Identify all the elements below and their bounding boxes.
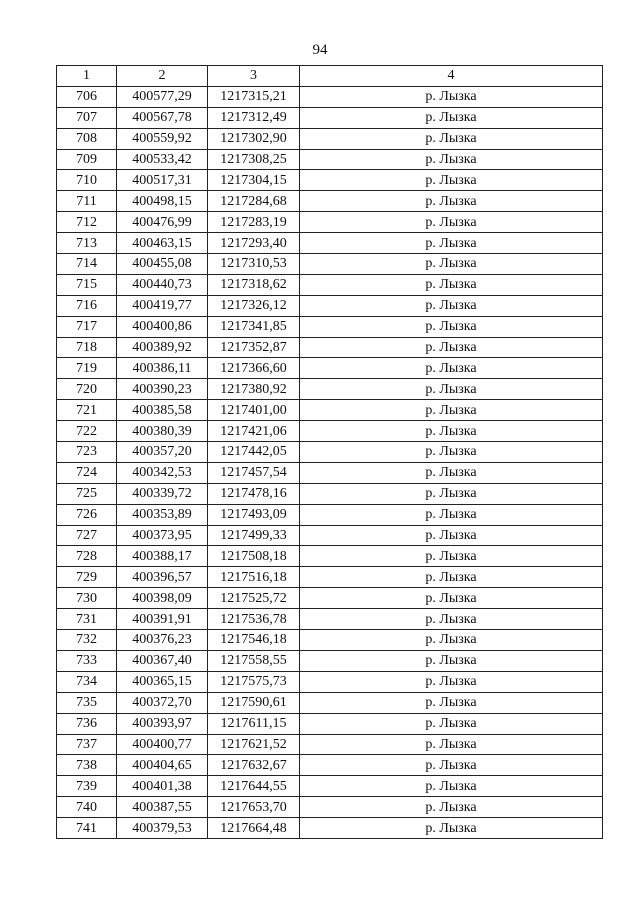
table-row — [57, 149, 603, 170]
y-coordinate-cell: 1217516,18 — [208, 567, 300, 588]
y-coordinate-cell: 1217664,48 — [208, 818, 300, 839]
x-coordinate-cell: 400385,58 — [117, 400, 208, 421]
x-coordinate-cell: 400367,40 — [117, 650, 208, 671]
y-coordinate-cell: 1217546,18 — [208, 630, 300, 651]
table-row — [57, 630, 603, 651]
point-number-cell: 730 — [57, 588, 117, 609]
table-row — [57, 525, 603, 546]
y-coordinate-cell: 1217366,60 — [208, 358, 300, 379]
point-number-cell: 729 — [57, 567, 117, 588]
description-cell: р. Лызка — [300, 650, 603, 671]
table-row — [57, 295, 603, 316]
table-header — [57, 66, 603, 87]
description-cell: р. Лызка — [300, 295, 603, 316]
point-number-cell: 740 — [57, 797, 117, 818]
table-row — [57, 358, 603, 379]
x-coordinate-cell: 400373,95 — [117, 525, 208, 546]
description-cell: р. Лызка — [300, 609, 603, 630]
x-coordinate-cell: 400376,23 — [117, 630, 208, 651]
description-cell: р. Лызка — [300, 316, 603, 337]
description-cell: р. Лызка — [300, 400, 603, 421]
table-row — [57, 254, 603, 275]
table-row — [57, 107, 603, 128]
table-row — [57, 776, 603, 797]
description-cell: р. Лызка — [300, 630, 603, 651]
description-cell: р. Лызка — [300, 567, 603, 588]
y-coordinate-cell: 1217293,40 — [208, 233, 300, 254]
x-coordinate-cell: 400400,77 — [117, 734, 208, 755]
table-row — [57, 86, 603, 107]
table-row — [57, 274, 603, 295]
y-coordinate-cell: 1217611,15 — [208, 713, 300, 734]
x-coordinate-cell: 400388,17 — [117, 546, 208, 567]
x-coordinate-cell: 400577,29 — [117, 86, 208, 107]
table-row — [57, 128, 603, 149]
x-coordinate-cell: 400498,15 — [117, 191, 208, 212]
point-number-cell: 721 — [57, 400, 117, 421]
x-coordinate-cell: 400342,53 — [117, 462, 208, 483]
y-coordinate-cell: 1217558,55 — [208, 650, 300, 671]
header-cell-2: 2 — [117, 66, 208, 87]
table-row — [57, 734, 603, 755]
point-number-cell: 719 — [57, 358, 117, 379]
x-coordinate-cell: 400386,11 — [117, 358, 208, 379]
y-coordinate-cell: 1217457,54 — [208, 462, 300, 483]
point-number-cell: 714 — [57, 254, 117, 275]
coordinates-table — [56, 65, 603, 839]
x-coordinate-cell: 400455,08 — [117, 254, 208, 275]
point-number-cell: 707 — [57, 107, 117, 128]
y-coordinate-cell: 1217442,05 — [208, 442, 300, 463]
point-number-cell: 738 — [57, 755, 117, 776]
description-cell: р. Лызка — [300, 713, 603, 734]
table-row — [57, 692, 603, 713]
x-coordinate-cell: 400517,31 — [117, 170, 208, 191]
x-coordinate-cell: 400389,92 — [117, 337, 208, 358]
table-row — [57, 462, 603, 483]
point-number-cell: 727 — [57, 525, 117, 546]
y-coordinate-cell: 1217380,92 — [208, 379, 300, 400]
y-coordinate-cell: 1217341,85 — [208, 316, 300, 337]
description-cell: р. Лызка — [300, 337, 603, 358]
x-coordinate-cell: 400440,73 — [117, 274, 208, 295]
x-coordinate-cell: 400379,53 — [117, 818, 208, 839]
table-row — [57, 818, 603, 839]
point-number-cell: 712 — [57, 212, 117, 233]
description-cell: р. Лызка — [300, 191, 603, 212]
description-cell: р. Лызка — [300, 734, 603, 755]
y-coordinate-cell: 1217326,12 — [208, 295, 300, 316]
x-coordinate-cell: 400353,89 — [117, 504, 208, 525]
y-coordinate-cell: 1217575,73 — [208, 671, 300, 692]
x-coordinate-cell: 400339,72 — [117, 483, 208, 504]
description-cell: р. Лызка — [300, 504, 603, 525]
table-row — [57, 483, 603, 504]
description-cell: р. Лызка — [300, 588, 603, 609]
x-coordinate-cell: 400559,92 — [117, 128, 208, 149]
table-row — [57, 588, 603, 609]
y-coordinate-cell: 1217315,21 — [208, 86, 300, 107]
description-cell: р. Лызка — [300, 692, 603, 713]
description-cell: р. Лызка — [300, 86, 603, 107]
x-coordinate-cell: 400365,15 — [117, 671, 208, 692]
point-number-cell: 731 — [57, 609, 117, 630]
point-number-cell: 725 — [57, 483, 117, 504]
table-row — [57, 337, 603, 358]
table-row — [57, 212, 603, 233]
description-cell: р. Лызка — [300, 671, 603, 692]
x-coordinate-cell: 400372,70 — [117, 692, 208, 713]
table-body — [57, 86, 603, 838]
y-coordinate-cell: 1217318,62 — [208, 274, 300, 295]
point-number-cell: 724 — [57, 462, 117, 483]
table-row — [57, 400, 603, 421]
y-coordinate-cell: 1217308,25 — [208, 149, 300, 170]
point-number-cell: 713 — [57, 233, 117, 254]
header-cell-3: 3 — [208, 66, 300, 87]
y-coordinate-cell: 1217401,00 — [208, 400, 300, 421]
y-coordinate-cell: 1217644,55 — [208, 776, 300, 797]
table-row — [57, 609, 603, 630]
point-number-cell: 708 — [57, 128, 117, 149]
description-cell: р. Лызка — [300, 212, 603, 233]
description-cell: р. Лызка — [300, 776, 603, 797]
point-number-cell: 723 — [57, 442, 117, 463]
y-coordinate-cell: 1217621,52 — [208, 734, 300, 755]
table-row — [57, 442, 603, 463]
description-cell: р. Лызка — [300, 483, 603, 504]
y-coordinate-cell: 1217310,53 — [208, 254, 300, 275]
description-cell: р. Лызка — [300, 755, 603, 776]
description-cell: р. Лызка — [300, 128, 603, 149]
y-coordinate-cell: 1217352,87 — [208, 337, 300, 358]
description-cell: р. Лызка — [300, 462, 603, 483]
point-number-cell: 733 — [57, 650, 117, 671]
page-number: 94 — [312, 42, 328, 58]
table-row — [57, 233, 603, 254]
description-cell: р. Лызка — [300, 421, 603, 442]
y-coordinate-cell: 1217421,06 — [208, 421, 300, 442]
x-coordinate-cell: 400393,97 — [117, 713, 208, 734]
y-coordinate-cell: 1217525,72 — [208, 588, 300, 609]
y-coordinate-cell: 1217493,09 — [208, 504, 300, 525]
point-number-cell: 706 — [57, 86, 117, 107]
description-cell: р. Лызка — [300, 818, 603, 839]
table-row — [57, 421, 603, 442]
x-coordinate-cell: 400396,57 — [117, 567, 208, 588]
x-coordinate-cell: 400380,39 — [117, 421, 208, 442]
header-row — [57, 66, 603, 87]
table-row — [57, 546, 603, 567]
x-coordinate-cell: 400401,38 — [117, 776, 208, 797]
x-coordinate-cell: 400419,77 — [117, 295, 208, 316]
y-coordinate-cell: 1217653,70 — [208, 797, 300, 818]
point-number-cell: 737 — [57, 734, 117, 755]
x-coordinate-cell: 400567,78 — [117, 107, 208, 128]
description-cell: р. Лызка — [300, 379, 603, 400]
x-coordinate-cell: 400357,20 — [117, 442, 208, 463]
x-coordinate-cell: 400387,55 — [117, 797, 208, 818]
x-coordinate-cell: 400476,99 — [117, 212, 208, 233]
point-number-cell: 720 — [57, 379, 117, 400]
y-coordinate-cell: 1217302,90 — [208, 128, 300, 149]
x-coordinate-cell: 400391,91 — [117, 609, 208, 630]
y-coordinate-cell: 1217283,19 — [208, 212, 300, 233]
description-cell: р. Лызка — [300, 442, 603, 463]
table-row — [57, 650, 603, 671]
description-cell: р. Лызка — [300, 525, 603, 546]
table-row — [57, 755, 603, 776]
point-number-cell: 717 — [57, 316, 117, 337]
description-cell: р. Лызка — [300, 358, 603, 379]
description-cell: р. Лызка — [300, 170, 603, 191]
description-cell: р. Лызка — [300, 797, 603, 818]
y-coordinate-cell: 1217590,61 — [208, 692, 300, 713]
y-coordinate-cell: 1217284,68 — [208, 191, 300, 212]
x-coordinate-cell: 400400,86 — [117, 316, 208, 337]
point-number-cell: 736 — [57, 713, 117, 734]
table-row — [57, 713, 603, 734]
point-number-cell: 726 — [57, 504, 117, 525]
description-cell: р. Лызка — [300, 254, 603, 275]
table-row — [57, 504, 603, 525]
point-number-cell: 710 — [57, 170, 117, 191]
table-row — [57, 379, 603, 400]
header-cell-4: 4 — [300, 66, 603, 87]
point-number-cell: 735 — [57, 692, 117, 713]
y-coordinate-cell: 1217499,33 — [208, 525, 300, 546]
point-number-cell: 716 — [57, 295, 117, 316]
table-row — [57, 191, 603, 212]
table-row — [57, 170, 603, 191]
x-coordinate-cell: 400398,09 — [117, 588, 208, 609]
point-number-cell: 728 — [57, 546, 117, 567]
table-row — [57, 316, 603, 337]
x-coordinate-cell: 400404,65 — [117, 755, 208, 776]
y-coordinate-cell: 1217508,18 — [208, 546, 300, 567]
point-number-cell: 741 — [57, 818, 117, 839]
x-coordinate-cell: 400533,42 — [117, 149, 208, 170]
point-number-cell: 715 — [57, 274, 117, 295]
description-cell: р. Лызка — [300, 107, 603, 128]
y-coordinate-cell: 1217312,49 — [208, 107, 300, 128]
header-cell-1: 1 — [57, 66, 117, 87]
point-number-cell: 732 — [57, 630, 117, 651]
description-cell: р. Лызка — [300, 233, 603, 254]
point-number-cell: 718 — [57, 337, 117, 358]
table-row — [57, 797, 603, 818]
y-coordinate-cell: 1217478,16 — [208, 483, 300, 504]
point-number-cell: 711 — [57, 191, 117, 212]
table-row — [57, 567, 603, 588]
description-cell: р. Лызка — [300, 546, 603, 567]
table-row — [57, 671, 603, 692]
y-coordinate-cell: 1217304,15 — [208, 170, 300, 191]
point-number-cell: 722 — [57, 421, 117, 442]
description-cell: р. Лызка — [300, 274, 603, 295]
description-cell: р. Лызка — [300, 149, 603, 170]
y-coordinate-cell: 1217536,78 — [208, 609, 300, 630]
point-number-cell: 734 — [57, 671, 117, 692]
x-coordinate-cell: 400390,23 — [117, 379, 208, 400]
point-number-cell: 739 — [57, 776, 117, 797]
point-number-cell: 709 — [57, 149, 117, 170]
y-coordinate-cell: 1217632,67 — [208, 755, 300, 776]
x-coordinate-cell: 400463,15 — [117, 233, 208, 254]
